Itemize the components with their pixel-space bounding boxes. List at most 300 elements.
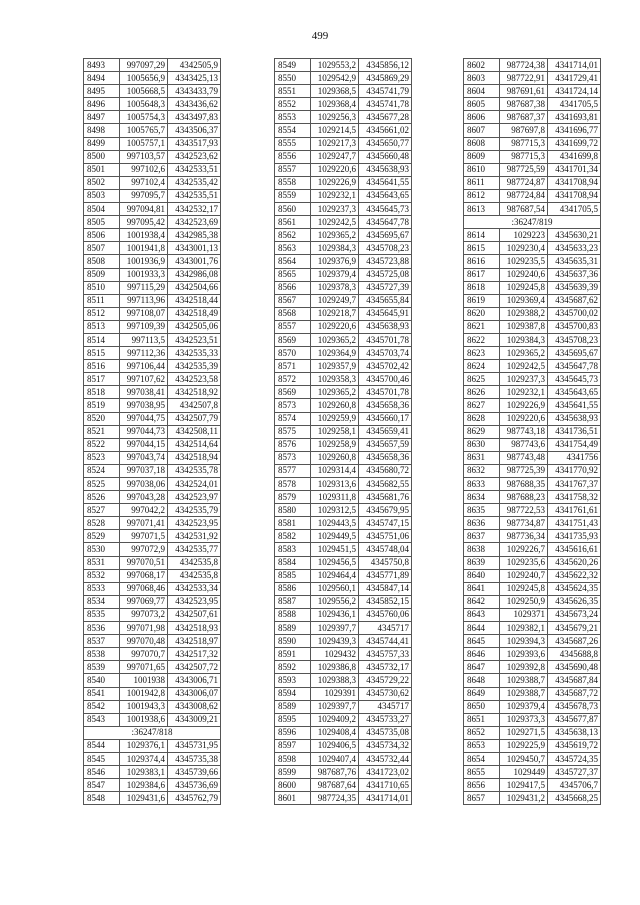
y-coordinate-cell: 4345622,32 xyxy=(548,569,601,582)
table-row xyxy=(84,242,221,255)
table-row xyxy=(464,347,601,360)
table-row xyxy=(84,543,221,556)
y-coordinate-cell: 4345847,14 xyxy=(359,582,412,595)
x-coordinate-cell: 1029365,2 xyxy=(311,386,359,399)
y-coordinate-cell: 4343517,93 xyxy=(168,137,221,150)
y-coordinate-cell: 4345678,73 xyxy=(548,700,601,713)
x-coordinate-cell: 1029432 xyxy=(311,648,359,661)
y-coordinate-cell: 4345734,32 xyxy=(359,739,412,752)
x-coordinate-cell: 1029250,9 xyxy=(500,595,548,608)
x-coordinate-cell: 997115,29 xyxy=(120,281,168,294)
y-coordinate-cell: 4342985,38 xyxy=(168,229,221,242)
point-number-cell: 8612 xyxy=(464,189,500,202)
point-number-cell: 8614 xyxy=(464,229,500,242)
y-coordinate-cell: 4345771,89 xyxy=(359,569,412,582)
x-coordinate-cell: 997044,75 xyxy=(120,412,168,425)
x-coordinate-cell: 1029357,9 xyxy=(311,360,359,373)
point-number-cell: 8563 xyxy=(275,242,311,255)
table-row xyxy=(84,491,221,504)
point-number-cell: 8595 xyxy=(275,713,311,726)
table-row xyxy=(275,229,412,242)
point-number-cell: 8553 xyxy=(275,111,311,124)
table-row xyxy=(275,700,412,713)
section-label: :36247/819 xyxy=(464,216,601,229)
point-number-cell: 8611 xyxy=(464,176,500,189)
y-coordinate-cell: 4342518,94 xyxy=(168,451,221,464)
y-coordinate-cell: 4342535,8 xyxy=(168,556,221,569)
table-row xyxy=(275,438,412,451)
table-row xyxy=(84,766,221,779)
y-coordinate-cell: 4345708,23 xyxy=(359,242,412,255)
point-number-cell: 8556 xyxy=(275,150,311,163)
point-number-cell: 8569 xyxy=(275,333,311,346)
x-coordinate-cell: 1001933,3 xyxy=(120,268,168,281)
table-row xyxy=(464,504,601,517)
y-coordinate-cell: 4342518,97 xyxy=(168,635,221,648)
table-row xyxy=(84,268,221,281)
x-coordinate-cell: 1029364,9 xyxy=(311,347,359,360)
y-coordinate-cell: 4342507,8 xyxy=(168,399,221,412)
y-coordinate-cell: 4341761,61 xyxy=(548,504,601,517)
point-number-cell: 8524 xyxy=(84,464,120,477)
table-row xyxy=(275,163,412,176)
point-number-cell: 8583 xyxy=(275,543,311,556)
x-coordinate-cell: 997113,96 xyxy=(120,294,168,307)
point-number-cell: 8586 xyxy=(275,582,311,595)
table-row xyxy=(275,98,412,111)
table-row xyxy=(464,412,601,425)
point-number-cell: 8505 xyxy=(84,216,120,229)
y-coordinate-cell: 4345638,13 xyxy=(548,726,601,739)
point-number-cell: 8646 xyxy=(464,648,500,661)
x-coordinate-cell: 1029383,1 xyxy=(120,766,168,779)
point-number-cell: 8599 xyxy=(275,766,311,779)
point-number-cell: 8636 xyxy=(464,517,500,530)
table-row xyxy=(84,281,221,294)
point-number-cell: 8557 xyxy=(275,163,311,176)
section-label: :36247/818 xyxy=(84,726,221,739)
table-row xyxy=(464,176,601,189)
point-number-cell: 8562 xyxy=(275,229,311,242)
x-coordinate-cell: 1001942,8 xyxy=(120,687,168,700)
table-row xyxy=(275,72,412,85)
point-number-cell: 8529 xyxy=(84,530,120,543)
x-coordinate-cell: 1029259,9 xyxy=(311,412,359,425)
point-number-cell: 8584 xyxy=(275,556,311,569)
x-coordinate-cell: 987725,59 xyxy=(500,163,548,176)
table-row xyxy=(464,648,601,661)
y-coordinate-cell: 4341699,8 xyxy=(548,150,601,163)
table-row xyxy=(84,556,221,569)
table-row xyxy=(275,320,412,333)
y-coordinate-cell: 4345723,88 xyxy=(359,255,412,268)
table-row xyxy=(84,792,221,805)
x-coordinate-cell: 1029311,8 xyxy=(311,491,359,504)
point-number-cell: 8650 xyxy=(464,700,500,713)
point-number-cell: 8618 xyxy=(464,281,500,294)
table-row xyxy=(84,451,221,464)
y-coordinate-cell: 4345624,35 xyxy=(548,582,601,595)
point-number-cell: 8525 xyxy=(84,478,120,491)
point-number-cell: 8629 xyxy=(464,425,500,438)
table-row xyxy=(84,333,221,346)
x-coordinate-cell: 1029394,3 xyxy=(500,635,548,648)
y-coordinate-cell: 4343436,62 xyxy=(168,98,221,111)
point-number-cell: 8565 xyxy=(275,268,311,281)
y-coordinate-cell: 4341756 xyxy=(548,451,601,464)
x-coordinate-cell: 1029365,2 xyxy=(500,347,548,360)
point-number-cell: 8656 xyxy=(464,779,500,792)
x-coordinate-cell: 987687,38 xyxy=(500,98,548,111)
table-row xyxy=(84,595,221,608)
point-number-cell: 8535 xyxy=(84,608,120,621)
y-coordinate-cell: 4341735,93 xyxy=(548,530,601,543)
table-row xyxy=(275,255,412,268)
x-coordinate-cell: 997070,7 xyxy=(120,648,168,661)
y-coordinate-cell: 4345661,02 xyxy=(359,124,412,137)
y-coordinate-cell: 4345729,22 xyxy=(359,674,412,687)
x-coordinate-cell: 1029260,8 xyxy=(311,451,359,464)
x-coordinate-cell: 1001941,8 xyxy=(120,242,168,255)
x-coordinate-cell: 1029388,7 xyxy=(500,674,548,687)
y-coordinate-cell: 4341701,34 xyxy=(548,163,601,176)
x-coordinate-cell: 1029391 xyxy=(311,687,359,700)
table-row xyxy=(464,792,601,805)
x-coordinate-cell: 987724,87 xyxy=(500,176,548,189)
x-coordinate-cell: 1029247,7 xyxy=(311,150,359,163)
y-coordinate-cell: 4343006,07 xyxy=(168,687,221,700)
table-row xyxy=(84,307,221,320)
x-coordinate-cell: 987691,61 xyxy=(500,85,548,98)
point-number-cell: 8566 xyxy=(275,281,311,294)
y-coordinate-cell: 4341699,72 xyxy=(548,137,601,150)
x-coordinate-cell: 997113,5 xyxy=(120,333,168,346)
point-number-cell: 8568 xyxy=(275,307,311,320)
y-coordinate-cell: 4345647,78 xyxy=(548,360,601,373)
point-number-cell: 8542 xyxy=(84,700,120,713)
y-coordinate-cell: 4342505,06 xyxy=(168,320,221,333)
y-coordinate-cell: 4345730,62 xyxy=(359,687,412,700)
point-number-cell: 8590 xyxy=(275,635,311,648)
point-number-cell: 8554 xyxy=(275,124,311,137)
x-coordinate-cell: 997042,2 xyxy=(120,504,168,517)
table-row xyxy=(464,635,601,648)
point-number-cell: 8521 xyxy=(84,425,120,438)
x-coordinate-cell: 1029369,4 xyxy=(500,294,548,307)
point-number-cell: 8494 xyxy=(84,72,120,85)
x-coordinate-cell: 997043,28 xyxy=(120,491,168,504)
table-row xyxy=(275,595,412,608)
x-coordinate-cell: 997071,98 xyxy=(120,622,168,635)
table-row xyxy=(464,595,601,608)
y-coordinate-cell: 4345619,72 xyxy=(548,739,601,752)
x-coordinate-cell: 1029392,8 xyxy=(500,661,548,674)
table-row xyxy=(464,451,601,464)
point-number-cell: 8588 xyxy=(275,608,311,621)
table-row xyxy=(84,229,221,242)
table-row xyxy=(84,504,221,517)
x-coordinate-cell: 1001938,4 xyxy=(120,229,168,242)
point-number-cell: 8571 xyxy=(275,360,311,373)
y-coordinate-cell: 4342504,66 xyxy=(168,281,221,294)
table-row xyxy=(275,360,412,373)
y-coordinate-cell: 4345727,39 xyxy=(359,281,412,294)
table-row xyxy=(84,373,221,386)
table-row xyxy=(84,72,221,85)
point-number-cell: 8552 xyxy=(275,98,311,111)
table-row xyxy=(275,687,412,700)
y-coordinate-cell: 4345717 xyxy=(359,622,412,635)
table-row xyxy=(464,98,601,111)
x-coordinate-cell: 1029542,9 xyxy=(311,72,359,85)
y-coordinate-cell: 4345717 xyxy=(359,700,412,713)
table-row xyxy=(84,648,221,661)
y-coordinate-cell: 4343009,21 xyxy=(168,713,221,726)
y-coordinate-cell: 4342535,42 xyxy=(168,176,221,189)
point-number-cell: 8580 xyxy=(275,504,311,517)
point-number-cell: 8616 xyxy=(464,255,500,268)
x-coordinate-cell: 1029406,5 xyxy=(311,739,359,752)
y-coordinate-cell: 4345620,26 xyxy=(548,556,601,569)
x-coordinate-cell: 997097,29 xyxy=(120,59,168,72)
point-number-cell: 8624 xyxy=(464,360,500,373)
x-coordinate-cell: 987724,84 xyxy=(500,189,548,202)
table-row xyxy=(464,360,601,373)
table-row xyxy=(275,347,412,360)
x-coordinate-cell: 1029436,1 xyxy=(311,608,359,621)
coordinates-table-middle xyxy=(274,58,412,805)
point-number-cell: 8533 xyxy=(84,582,120,595)
point-number-cell: 8527 xyxy=(84,504,120,517)
point-number-cell: 8560 xyxy=(275,203,311,216)
y-coordinate-cell: 4345638,93 xyxy=(548,412,601,425)
point-number-cell: 8592 xyxy=(275,661,311,674)
y-coordinate-cell: 4342523,95 xyxy=(168,595,221,608)
x-coordinate-cell: 1029226,9 xyxy=(311,176,359,189)
table-row xyxy=(275,713,412,726)
y-coordinate-cell: 4341724,14 xyxy=(548,85,601,98)
y-coordinate-cell: 4345725,08 xyxy=(359,268,412,281)
x-coordinate-cell: 997095,42 xyxy=(120,216,168,229)
y-coordinate-cell: 4341729,41 xyxy=(548,72,601,85)
x-coordinate-cell: 1029450,7 xyxy=(500,752,548,765)
x-coordinate-cell: 1029258,1 xyxy=(311,425,359,438)
point-number-cell: 8530 xyxy=(84,543,120,556)
table-row xyxy=(464,59,601,72)
x-coordinate-cell: 1029220,6 xyxy=(311,320,359,333)
table-row xyxy=(275,504,412,517)
y-coordinate-cell: 4345680,72 xyxy=(359,464,412,477)
point-number-cell: 8545 xyxy=(84,752,120,765)
y-coordinate-cell: 4345673,24 xyxy=(548,608,601,621)
y-coordinate-cell: 4343433,79 xyxy=(168,85,221,98)
x-coordinate-cell: 997109,39 xyxy=(120,320,168,333)
y-coordinate-cell: 4345641,55 xyxy=(548,399,601,412)
y-coordinate-cell: 4345727,37 xyxy=(548,766,601,779)
point-number-cell: 8600 xyxy=(275,779,311,792)
y-coordinate-cell: 4341751,43 xyxy=(548,517,601,530)
point-number-cell: 8657 xyxy=(464,792,500,805)
point-number-cell: 8638 xyxy=(464,543,500,556)
table-row xyxy=(275,464,412,477)
table-row xyxy=(275,739,412,752)
table-row xyxy=(84,412,221,425)
table-row xyxy=(464,386,601,399)
point-number-cell: 8591 xyxy=(275,648,311,661)
table-row xyxy=(84,386,221,399)
point-number-cell: 8603 xyxy=(464,72,500,85)
table-row xyxy=(275,491,412,504)
table-row xyxy=(84,464,221,477)
x-coordinate-cell: 1029384,3 xyxy=(500,333,548,346)
y-coordinate-cell: 4341708,94 xyxy=(548,176,601,189)
point-number-cell: 8567 xyxy=(275,294,311,307)
point-number-cell: 8634 xyxy=(464,491,500,504)
y-coordinate-cell: 4342523,69 xyxy=(168,216,221,229)
x-coordinate-cell: 1029388,2 xyxy=(500,307,548,320)
y-coordinate-cell: 4345660,17 xyxy=(359,412,412,425)
y-coordinate-cell: 4345700,83 xyxy=(548,320,601,333)
point-number-cell: 8546 xyxy=(84,766,120,779)
y-coordinate-cell: 4345708,23 xyxy=(548,333,601,346)
table-row xyxy=(275,333,412,346)
y-coordinate-cell: 4345695,67 xyxy=(359,229,412,242)
y-coordinate-cell: 4342523,58 xyxy=(168,373,221,386)
table-row xyxy=(464,569,601,582)
y-coordinate-cell: 4345659,41 xyxy=(359,425,412,438)
table-row xyxy=(84,137,221,150)
x-coordinate-cell: 997038,41 xyxy=(120,386,168,399)
table-row xyxy=(464,700,601,713)
x-coordinate-cell: 1029230,4 xyxy=(500,242,548,255)
x-coordinate-cell: 1029249,7 xyxy=(311,294,359,307)
y-coordinate-cell: 4345687,84 xyxy=(548,674,601,687)
y-coordinate-cell: 4345650,77 xyxy=(359,137,412,150)
x-coordinate-cell: 1029237,3 xyxy=(311,203,359,216)
table-row xyxy=(84,752,221,765)
x-coordinate-cell: 1029407,4 xyxy=(311,752,359,765)
x-coordinate-cell: 1029223 xyxy=(500,229,548,242)
y-coordinate-cell: 4342523,51 xyxy=(168,333,221,346)
y-coordinate-cell: 4342507,72 xyxy=(168,661,221,674)
point-number-cell: 8637 xyxy=(464,530,500,543)
y-coordinate-cell: 4345645,91 xyxy=(359,307,412,320)
y-coordinate-cell: 4345660,48 xyxy=(359,150,412,163)
x-coordinate-cell: 1029373,3 xyxy=(500,713,548,726)
point-number-cell: 8539 xyxy=(84,661,120,674)
table-row xyxy=(275,726,412,739)
table-row xyxy=(464,425,601,438)
y-coordinate-cell: 4342535,78 xyxy=(168,464,221,477)
y-coordinate-cell: 4345741,78 xyxy=(359,98,412,111)
table-row xyxy=(275,648,412,661)
point-number-cell: 8495 xyxy=(84,85,120,98)
x-coordinate-cell: 987697,8 xyxy=(500,124,548,137)
y-coordinate-cell: 4345687,26 xyxy=(548,635,601,648)
table-row xyxy=(84,399,221,412)
point-number-cell: 8615 xyxy=(464,242,500,255)
y-coordinate-cell: 4345638,93 xyxy=(359,163,412,176)
y-coordinate-cell: 4342535,33 xyxy=(168,347,221,360)
coordinates-table-right xyxy=(463,58,601,805)
x-coordinate-cell: 1029256,3 xyxy=(311,111,359,124)
x-coordinate-cell: 987687,54 xyxy=(500,203,548,216)
point-number-cell: 8640 xyxy=(464,569,500,582)
table-row xyxy=(84,438,221,451)
table-row xyxy=(464,255,601,268)
point-number-cell: 8610 xyxy=(464,163,500,176)
table-row xyxy=(84,687,221,700)
y-coordinate-cell: 4342523,62 xyxy=(168,150,221,163)
point-number-cell: 8613 xyxy=(464,203,500,216)
point-number-cell: 8514 xyxy=(84,333,120,346)
x-coordinate-cell: 987715,3 xyxy=(500,137,548,150)
point-number-cell: 8523 xyxy=(84,451,120,464)
y-coordinate-cell: 4345736,69 xyxy=(168,779,221,792)
point-number-cell: 8548 xyxy=(84,792,120,805)
y-coordinate-cell: 4345643,65 xyxy=(359,189,412,202)
x-coordinate-cell: 997068,17 xyxy=(120,569,168,582)
x-coordinate-cell: 997038,06 xyxy=(120,478,168,491)
y-coordinate-cell: 4345630,21 xyxy=(548,229,601,242)
point-number-cell: 8502 xyxy=(84,176,120,189)
y-coordinate-cell: 4341767,37 xyxy=(548,478,601,491)
table-row xyxy=(464,320,601,333)
table-row xyxy=(84,59,221,72)
table-row xyxy=(84,582,221,595)
y-coordinate-cell: 4345658,36 xyxy=(359,399,412,412)
table-row xyxy=(84,478,221,491)
x-coordinate-cell: 1029245,8 xyxy=(500,281,548,294)
x-coordinate-cell: 1029245,8 xyxy=(500,582,548,595)
y-coordinate-cell: 4345687,62 xyxy=(548,294,601,307)
x-coordinate-cell: 1029397,7 xyxy=(311,700,359,713)
table-row xyxy=(275,59,412,72)
table-row xyxy=(464,268,601,281)
x-coordinate-cell: 1029365,2 xyxy=(311,229,359,242)
y-coordinate-cell: 4345762,79 xyxy=(168,792,221,805)
point-number-cell: 8573 xyxy=(275,451,311,464)
y-coordinate-cell: 4345741,79 xyxy=(359,85,412,98)
table-row xyxy=(84,425,221,438)
x-coordinate-cell: 1029235,5 xyxy=(500,255,548,268)
table-row xyxy=(275,137,412,150)
x-coordinate-cell: 1029379,4 xyxy=(500,700,548,713)
table-row xyxy=(464,661,601,674)
x-coordinate-cell: 1029409,2 xyxy=(311,713,359,726)
point-number-cell: 8647 xyxy=(464,661,500,674)
table-row xyxy=(275,124,412,137)
point-number-cell: 8570 xyxy=(275,347,311,360)
x-coordinate-cell: 997044,73 xyxy=(120,425,168,438)
point-number-cell: 8498 xyxy=(84,124,120,137)
y-coordinate-cell: 4342524,01 xyxy=(168,478,221,491)
y-coordinate-cell: 4343006,71 xyxy=(168,674,221,687)
x-coordinate-cell: 1029451,5 xyxy=(311,543,359,556)
point-number-cell: 8642 xyxy=(464,595,500,608)
y-coordinate-cell: 4345635,31 xyxy=(548,255,601,268)
point-number-cell: 8593 xyxy=(275,674,311,687)
x-coordinate-cell: 997068,46 xyxy=(120,582,168,595)
point-number-cell: 8655 xyxy=(464,766,500,779)
table-row xyxy=(275,766,412,779)
table-row xyxy=(275,779,412,792)
point-number-cell: 8626 xyxy=(464,386,500,399)
y-coordinate-cell: 4345731,95 xyxy=(168,739,221,752)
y-coordinate-cell: 4341723,02 xyxy=(359,766,412,779)
point-number-cell: 8532 xyxy=(84,569,120,582)
y-coordinate-cell: 4342535,8 xyxy=(168,569,221,582)
